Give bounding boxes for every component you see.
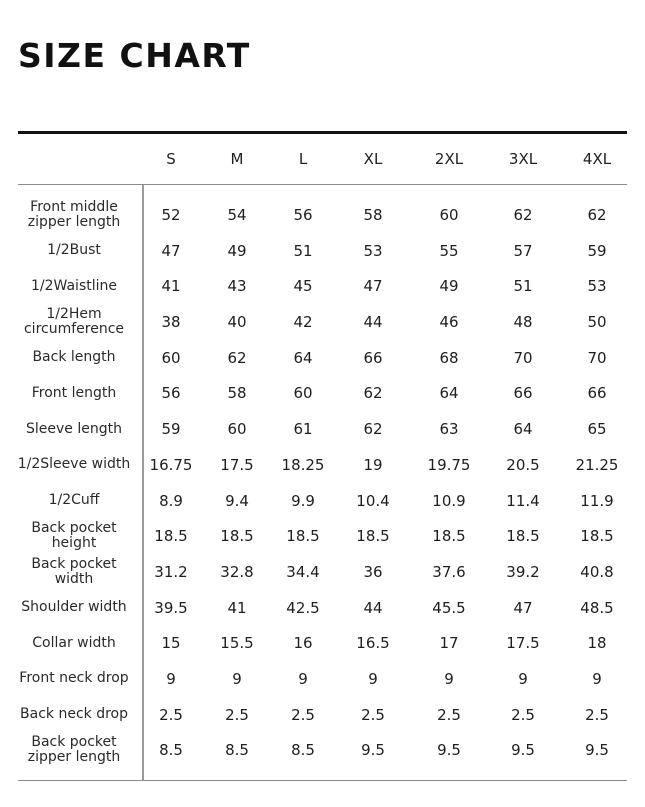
- row-label: Front neck drop: [19, 670, 129, 687]
- table-cell: 42: [293, 313, 313, 332]
- table-cell: 8.5: [291, 741, 315, 760]
- table-cell: 18: [587, 634, 607, 653]
- table-cell: 32.8: [220, 562, 254, 581]
- table-cell: 9: [444, 669, 454, 688]
- table-cell: 31.2: [154, 562, 188, 581]
- size-header-2xl: 2XL: [434, 150, 464, 168]
- table-row: [0, 554, 645, 590]
- table-cell: 61: [293, 420, 313, 439]
- table-row: [0, 304, 645, 340]
- table-cell: 11.9: [580, 491, 614, 510]
- table-cell: 18.5: [220, 527, 254, 546]
- table-cell: 18.5: [356, 527, 390, 546]
- row-label: 1/2Bust: [47, 242, 101, 259]
- table-cell: 53: [587, 277, 607, 296]
- table-cell: 64: [439, 384, 459, 403]
- table-cell: 16: [293, 634, 313, 653]
- table-cell: 52: [161, 206, 181, 224]
- table-cell: 60: [439, 206, 459, 224]
- table-cell: 18.5: [580, 527, 614, 546]
- row-label: Back pocket width: [31, 555, 117, 587]
- table-cell: 58: [227, 384, 247, 403]
- table-cell: 58: [363, 206, 383, 224]
- table-row: [0, 233, 645, 269]
- table-cell: 44: [363, 598, 383, 617]
- table-row: [0, 518, 645, 554]
- table-cell: 18.5: [432, 527, 466, 546]
- table-cell: 40: [227, 313, 247, 332]
- row-label: 1/2Hem circumference: [23, 306, 125, 338]
- size-header-3xl: 3XL: [508, 150, 538, 168]
- table-cell: 16.75: [149, 455, 193, 474]
- table-cell: 9.4: [225, 491, 249, 510]
- table-cell: 9: [166, 669, 176, 688]
- table-cell: 51: [293, 241, 313, 260]
- table-cell: 66: [363, 348, 383, 367]
- row-label: Sleeve length: [26, 420, 122, 437]
- table-cell: 2.5: [585, 705, 609, 724]
- table-cell: 8.9: [159, 491, 183, 510]
- table-cell: 43: [227, 277, 247, 296]
- table-cell: 47: [161, 241, 181, 260]
- table-cell: 47: [363, 277, 383, 296]
- table-cell: 17.5: [220, 455, 254, 474]
- table-cell: 2.5: [225, 705, 249, 724]
- table-cell: 18.25: [281, 455, 325, 474]
- table-cell: 9.5: [585, 741, 609, 760]
- table-cell: 34.4: [286, 562, 320, 581]
- table-cell: 10.4: [356, 491, 390, 510]
- table-cell: 65: [587, 420, 607, 439]
- table-cell: 2.5: [291, 705, 315, 724]
- table-cell: 59: [587, 241, 607, 260]
- table-cell: 9: [518, 669, 528, 688]
- page-title: SIZE CHART: [18, 36, 251, 75]
- size-header-s: S: [166, 150, 176, 168]
- table-cell: 9.5: [437, 741, 461, 760]
- table-cell: 46: [439, 313, 459, 332]
- table-cell: 60: [161, 348, 181, 367]
- table-cell: 57: [513, 241, 533, 260]
- table-cell: 49: [439, 277, 459, 296]
- table-row: [0, 732, 645, 768]
- row-label: Back length: [32, 349, 116, 366]
- table-cell: 9: [298, 669, 308, 688]
- table-cell: 2.5: [159, 705, 183, 724]
- row-label: Back neck drop: [20, 706, 128, 723]
- row-label: 1/2Waistline: [31, 277, 117, 294]
- table-cell: 44: [363, 313, 383, 332]
- table-cell: 8.5: [159, 741, 183, 760]
- table-cell: 9: [592, 669, 602, 688]
- table-cell: 55: [439, 241, 459, 260]
- table-cell: 60: [293, 384, 313, 403]
- table-cell: 48.5: [580, 598, 614, 617]
- table-cell: 48: [513, 313, 533, 332]
- table-cell: 18.5: [506, 527, 540, 546]
- table-cell: 2.5: [511, 705, 535, 724]
- table-cell: 60: [227, 420, 247, 439]
- table-cell: 53: [363, 241, 383, 260]
- table-cell: 36: [363, 562, 383, 581]
- table-cell: 21.25: [575, 455, 619, 474]
- table-cell: 41: [161, 277, 181, 296]
- table-row: [0, 411, 645, 447]
- row-label: Collar width: [32, 634, 116, 651]
- table-cell: 64: [293, 348, 313, 367]
- table-cell: 9: [368, 669, 378, 688]
- table-cell: 62: [363, 420, 383, 439]
- table-row: [0, 483, 645, 519]
- table-cell: 38: [161, 313, 181, 332]
- table-cell: 63: [439, 420, 459, 439]
- table-cell: 50: [587, 313, 607, 332]
- table-cell: 56: [293, 206, 313, 224]
- size-header-xl: XL: [363, 150, 383, 168]
- table-cell: 9.5: [511, 741, 535, 760]
- table-cell: 59: [161, 420, 181, 439]
- table-cell: 16.5: [356, 634, 390, 653]
- table-row: [0, 268, 645, 304]
- table-cell: 62: [363, 384, 383, 403]
- table-row: [0, 375, 645, 411]
- table-cell: 70: [587, 348, 607, 367]
- bottom-rule: [18, 780, 627, 781]
- table-row: [0, 447, 645, 483]
- table-cell: 39.5: [154, 598, 188, 617]
- table-row: [0, 340, 645, 376]
- table-cell: 51: [513, 277, 533, 296]
- table-cell: 37.6: [432, 562, 466, 581]
- size-header-m: M: [230, 150, 244, 168]
- table-cell: 18.5: [286, 527, 320, 546]
- row-label: Back pocket height: [31, 520, 117, 552]
- table-row: [0, 197, 645, 233]
- table-cell: 17.5: [506, 634, 540, 653]
- table-cell: 9.5: [361, 741, 385, 760]
- table-cell: 41: [227, 598, 247, 617]
- table-cell: 42.5: [286, 598, 320, 617]
- size-header-4xl: 4XL: [582, 150, 612, 168]
- table-cell: 62: [587, 206, 607, 224]
- table-cell: 62: [513, 206, 533, 224]
- size-header-l: L: [298, 150, 308, 168]
- table-cell: 54: [227, 206, 247, 224]
- table-cell: 15.5: [220, 634, 254, 653]
- row-label: 1/2Cuff: [48, 492, 100, 508]
- table-cell: 66: [587, 384, 607, 403]
- table-row: [0, 590, 645, 626]
- table-cell: 9.9: [291, 491, 315, 510]
- row-label: Back pocket zipper length: [27, 734, 121, 766]
- table-row: [0, 661, 645, 697]
- table-row: [0, 625, 645, 661]
- table-cell: 66: [513, 384, 533, 403]
- table-cell: 39.2: [506, 562, 540, 581]
- table-cell: 45: [293, 277, 313, 296]
- table-cell: 56: [161, 384, 181, 403]
- table-cell: 62: [227, 348, 247, 367]
- table-cell: 45.5: [432, 598, 466, 617]
- table-cell: 19: [363, 455, 383, 474]
- table-row: [0, 697, 645, 733]
- table-cell: 17: [439, 634, 459, 653]
- size-header-row: [0, 134, 645, 184]
- table-cell: 70: [513, 348, 533, 367]
- header-rule: [18, 184, 627, 185]
- table-cell: 10.9: [432, 491, 466, 510]
- table-cell: 2.5: [361, 705, 385, 724]
- row-label: Front length: [31, 384, 117, 401]
- table-cell: 9: [232, 669, 242, 688]
- row-label: 1/2Sleeve width: [17, 456, 131, 473]
- table-cell: 19.75: [427, 455, 471, 474]
- table-cell: 2.5: [437, 705, 461, 724]
- table-cell: 8.5: [225, 741, 249, 760]
- row-label: Shoulder width: [21, 599, 127, 616]
- table-cell: 40.8: [580, 562, 614, 581]
- table-cell: 15: [161, 634, 181, 653]
- table-cell: 20.5: [506, 455, 540, 474]
- table-cell: 64: [513, 420, 533, 439]
- row-label: Front middle zipper length: [27, 199, 121, 230]
- table-cell: 47: [513, 598, 533, 617]
- table-cell: 11.4: [506, 491, 540, 510]
- table-cell: 18.5: [154, 527, 188, 546]
- size-table-body: [0, 197, 645, 768]
- table-cell: 49: [227, 241, 247, 260]
- table-cell: 68: [439, 348, 459, 367]
